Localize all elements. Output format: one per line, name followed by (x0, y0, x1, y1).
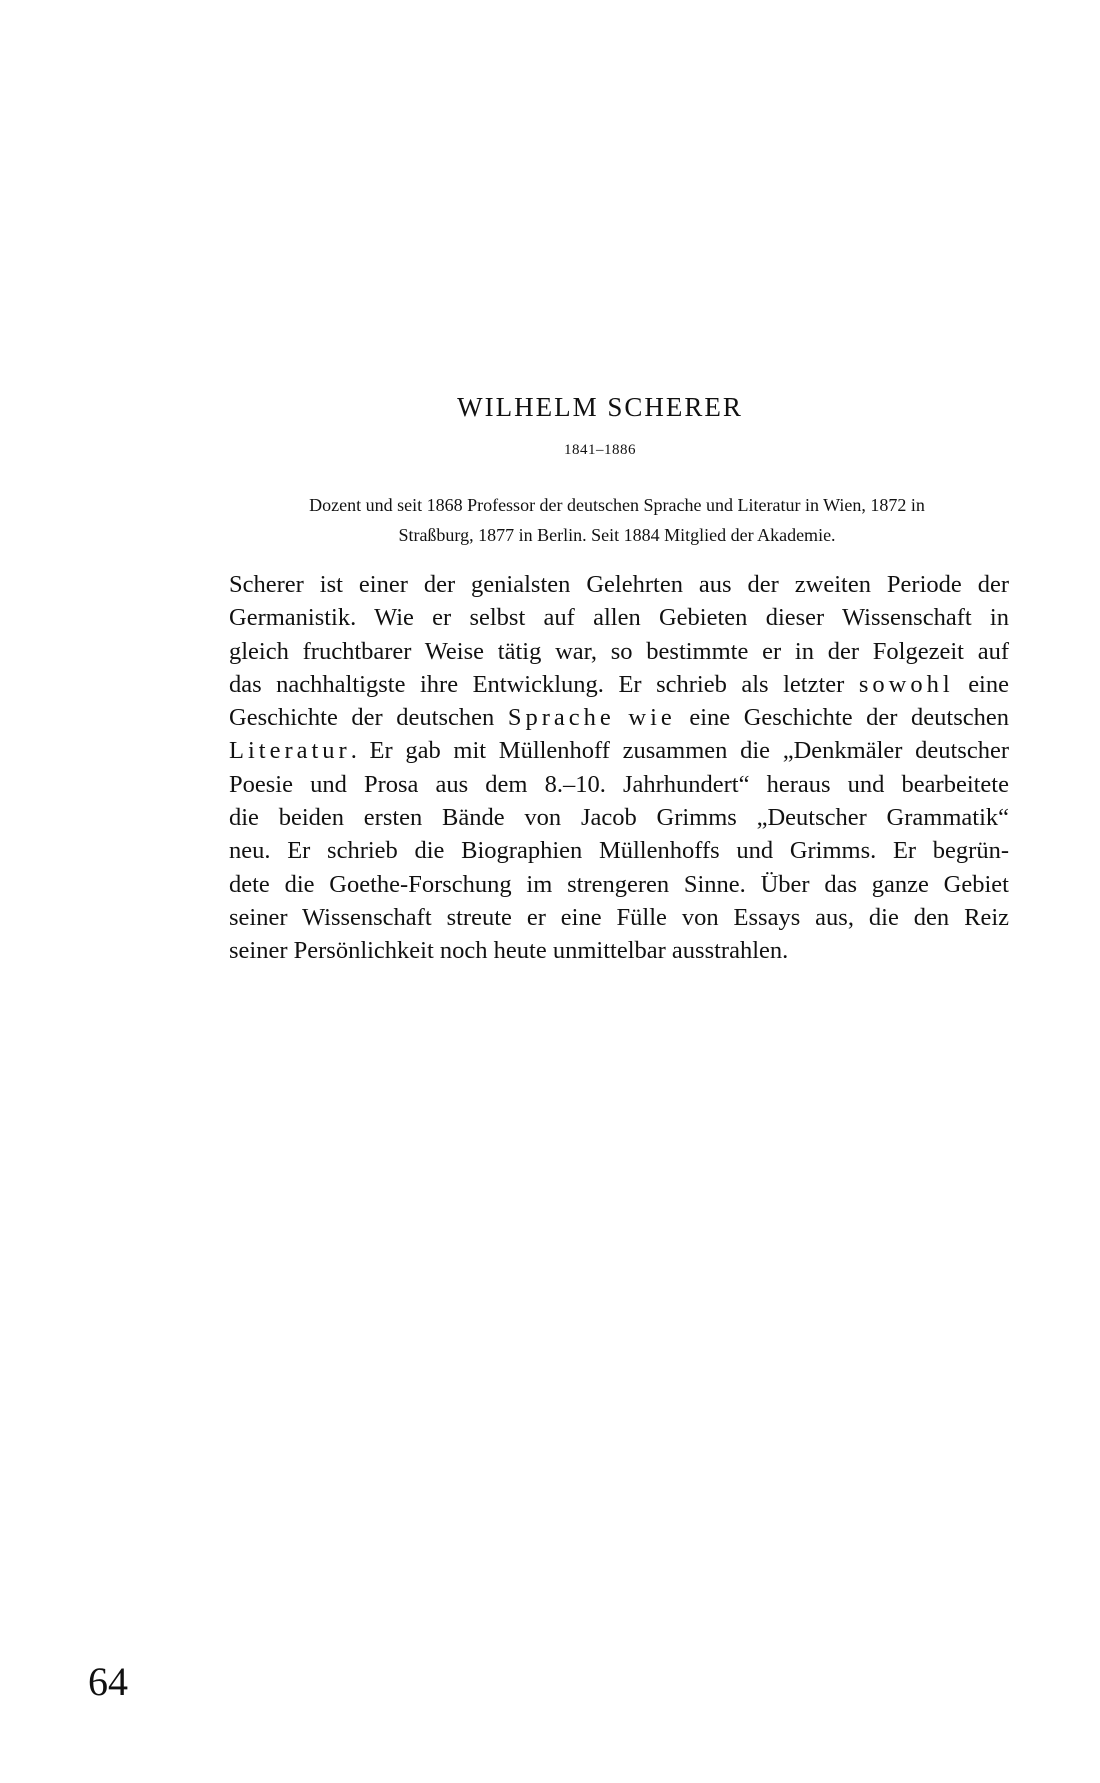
emphasized-word: Sprache (507, 704, 615, 732)
paragraph-line: gleich fruchtbarer Weise tätig war, so bestimmte er in der Folgezeit auf (229, 637, 1009, 665)
paragraph-line (229, 701, 1009, 734)
text-run: eine (968, 670, 1009, 698)
paragraph-line: neu. Er schrieb die Biographien Müllenhoffs und Grimms. Er begrün- (229, 837, 1009, 865)
person-name-heading: WILHELM SCHERER (457, 392, 743, 422)
life-dates: 1841–1886 (564, 442, 636, 458)
paragraph-line: dete die Goethe-Forschung im strengeren Sinne. Über das ganze Gebiet (229, 870, 1009, 898)
paragraph-line: Germanistik. Wie er selbst auf allen Gebieten dieser Wissenschaft in (229, 604, 1009, 632)
emphasized-word: wie (628, 704, 676, 732)
paragraph-line: seiner Wissenschaft streute er eine Fülle von Essays aus, die den Reiz (229, 903, 1009, 931)
bio-line: Straßburg, 1877 in Berlin. Seit 1884 Mitglied der Akademie. (398, 525, 836, 545)
text-run: Geschichte der deutschen (229, 704, 495, 732)
emphasized-word: Literatur (229, 737, 351, 765)
paragraph-line: Scherer ist einer der genialsten Gelehrten aus der zweiten Periode der (229, 571, 1009, 598)
body-paragraph (229, 568, 1009, 968)
paragraph-line: die beiden ersten Bände von Jacob Grimms „Deutscher Grammatik“ (229, 804, 1009, 832)
page-number: 64 (88, 1659, 128, 1704)
paragraph-line (229, 734, 1009, 767)
text-run: . Er gab mit Müllenhoff zusammen die „Denkmäler deutscher (350, 737, 1009, 765)
paragraph-line: Poesie und Prosa aus dem 8.–10. Jahrhundert“ heraus und bearbeitete (229, 770, 1009, 798)
emphasized-word: sowohl (858, 670, 954, 698)
biographical-note (226, 490, 1008, 550)
text-run: das nachhaltigste ihre Entwicklung. Er schrieb als letzter (229, 670, 845, 698)
bio-line: Dozent und seit 1868 Professor der deutschen Sprache und Literatur in Wien, 1872 in (309, 495, 925, 515)
paragraph-line (229, 668, 1009, 701)
text-run: eine Geschichte der deutschen (689, 704, 1009, 732)
paragraph-line: seiner Persönlichkeit noch heute unmittelbar ausstrahlen. (229, 937, 789, 965)
